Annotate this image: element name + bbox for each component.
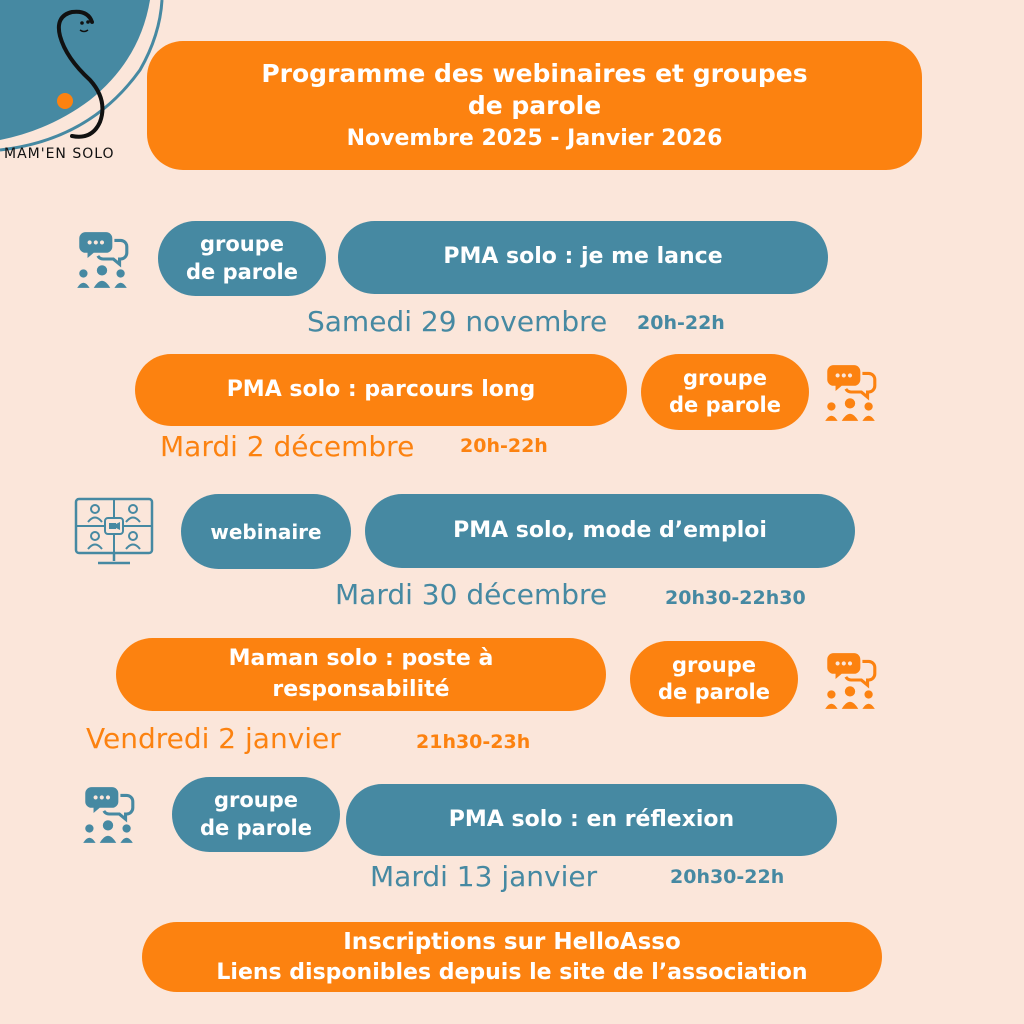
event-time: 20h30-22h: [670, 866, 785, 888]
event-time: 20h-22h: [460, 435, 548, 457]
event-title: PMA solo, mode d’emploi: [365, 494, 855, 568]
header-title-line2: de parole: [467, 91, 602, 121]
event-type-line1: groupe: [213, 788, 299, 813]
event-type-line1: groupe: [671, 652, 757, 677]
event-title-line2: responsabilité: [272, 676, 450, 702]
event-type-line2: de parole: [199, 815, 312, 840]
event-type-badge: [172, 777, 340, 852]
event-type-line2: de parole: [185, 259, 298, 284]
event-date: Mardi 30 décembre: [335, 578, 608, 611]
chat-group-icon: [822, 649, 878, 711]
event-title: PMA solo : parcours long: [135, 354, 627, 426]
event-type-line1: groupe: [199, 232, 285, 257]
event-type-badge: [158, 221, 326, 296]
event-date: Vendredi 2 janvier: [86, 722, 341, 755]
event-date: Samedi 29 novembre: [307, 305, 608, 338]
header-title-line1: Programme des webinaires et groupes: [261, 58, 808, 88]
event-type-badge: [630, 641, 798, 717]
registration-banner: [142, 922, 882, 992]
chat-group-icon: [822, 361, 878, 423]
event-type-line2: de parole: [668, 393, 781, 417]
event-title: PMA solo : en réflexion: [346, 784, 837, 856]
logo-text: MAM'EN SOLO: [4, 146, 115, 162]
event-date: Mardi 2 décembre: [160, 430, 415, 463]
registration-line1: Inscriptions sur HelloAsso: [343, 928, 681, 955]
chat-group-icon: [74, 228, 130, 290]
header-period: Novembre 2025 - Janvier 2026: [346, 125, 723, 151]
chat-group-icon: [80, 783, 136, 845]
event-type-line1: groupe: [682, 365, 768, 390]
event-time: 20h30-22h30: [665, 587, 806, 609]
event-time: 20h-22h: [637, 312, 725, 334]
event-type-line2: de parole: [657, 680, 770, 704]
event-date: Mardi 13 janvier: [370, 860, 598, 893]
event-time: 21h30-23h: [416, 731, 531, 753]
event-type-badge: [641, 354, 809, 430]
event-title: [116, 638, 606, 711]
header-banner: [147, 41, 922, 170]
event-title-line1: Maman solo : poste à: [228, 645, 494, 671]
event-type-badge: webinaire: [181, 494, 351, 569]
logo: [0, 0, 145, 170]
logo-s-mark: [0, 0, 145, 150]
registration-line2: Liens disponibles depuis le site de l’association: [216, 959, 808, 985]
event-title: PMA solo : je me lance: [338, 221, 828, 294]
webinar-icon: [74, 497, 154, 567]
